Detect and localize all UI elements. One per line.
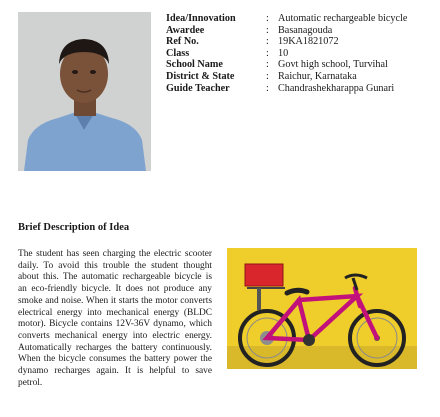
- profile-label: District & State: [166, 70, 235, 82]
- description-text: The student has seen charging the electric scooter daily. To avoid this trouble the student thought about this. The automatic rechargeable bicycle is an eco-friendly bicycle. It does not produce any smoke and noise. When it starts the motor converts electrical energy into mechanical energy (BLDC motor). Bicycle contains 12V-36V dynamo, which converts mechanical energy into electric energy. Automatically recharges the battery continuously. When the bicycle consumes the battery power the dynamo recharges again. It is helpful to save petrol.: [18, 249, 212, 388]
- profile-value: 10: [278, 47, 289, 59]
- bicycle-illustration: [227, 248, 417, 369]
- profile-separator: :: [266, 82, 269, 94]
- profile-value: Raichur, Karnataka: [278, 70, 357, 82]
- profile-separator: :: [266, 36, 269, 48]
- profile-label: Guide Teacher: [166, 82, 230, 94]
- profile-separator: :: [266, 13, 269, 24]
- profile-value: Chandrashekharappa Gunari: [278, 82, 395, 94]
- profile-value: Govt high school, Turvihal: [278, 59, 388, 71]
- profile-separator: :: [266, 70, 269, 82]
- profile-row-ref: [166, 36, 436, 48]
- profile-row-district: [166, 71, 436, 83]
- profile-row-guide: [166, 83, 436, 95]
- profile-value: Automatic rechargeable bicycle: [278, 13, 408, 24]
- bicycle-photo: [227, 248, 417, 369]
- awardee-photo: [18, 12, 151, 171]
- profile-label: Class: [166, 47, 190, 59]
- profile-row-school: [166, 59, 436, 71]
- profile-row-idea: [166, 13, 436, 25]
- profile-value: Basanagouda: [278, 24, 333, 36]
- profile-label: School Name: [166, 59, 223, 71]
- profile-value: 19KA1821072: [278, 36, 339, 48]
- profile-separator: :: [266, 47, 269, 59]
- student-portrait: [18, 12, 151, 171]
- profile-separator: :: [266, 59, 269, 71]
- profile-row-awardee: [166, 25, 436, 37]
- profile-label: Idea/Innovation: [166, 13, 236, 24]
- profile-separator: :: [266, 24, 269, 36]
- description-heading: Brief Description of Idea: [18, 222, 130, 233]
- profile-table: [166, 13, 436, 94]
- profile-label: Awardee: [166, 24, 205, 36]
- profile-label: Ref No.: [166, 36, 199, 48]
- profile-row-class: [166, 48, 436, 60]
